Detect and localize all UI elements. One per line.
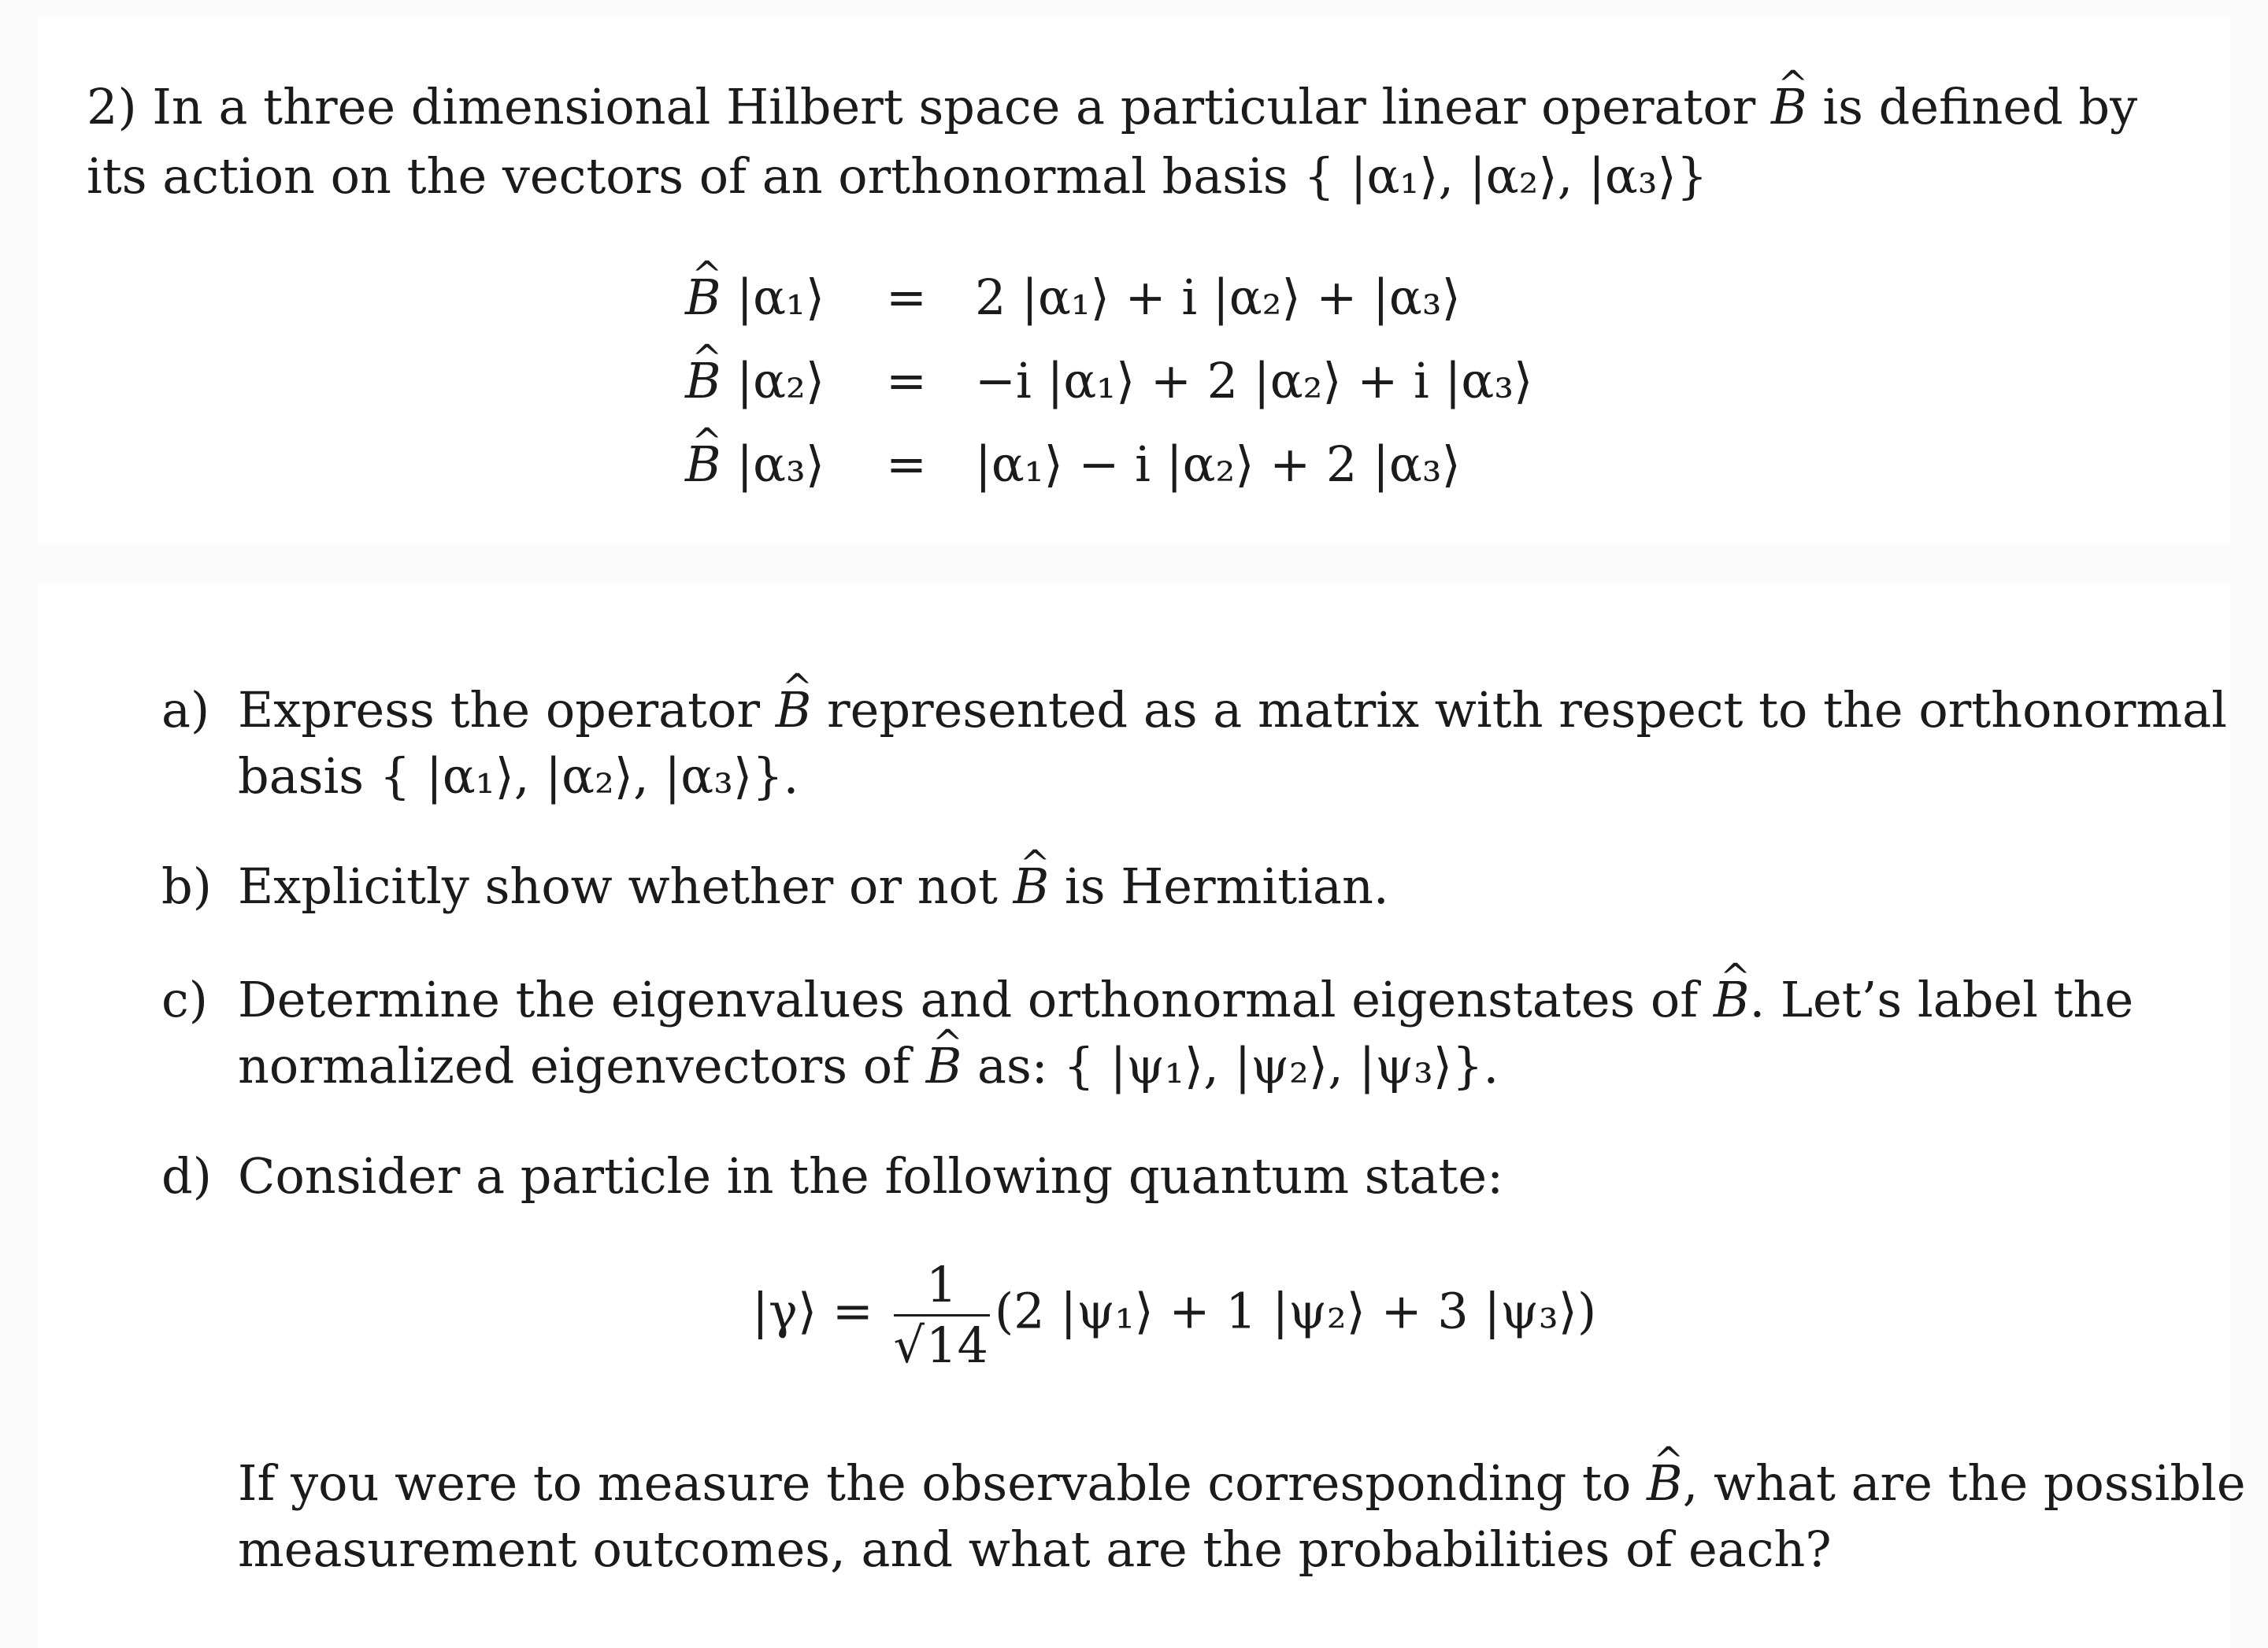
part-d-followup-line-2: measurement outcomes, and what are the probabilities of each? [238, 1520, 1832, 1578]
part-d-line: Consider a particle in the following quantum state: [238, 1147, 1503, 1205]
part-b-line [238, 854, 1389, 920]
part-d-label: d) [161, 1147, 212, 1205]
part-c-line-2 [238, 1033, 1499, 1099]
intro-text: In a three dimensional Hilbert space a particular linear operator [152, 78, 1756, 135]
operator-symbol: ^ B [1714, 967, 1750, 1033]
part-a-line-1 [238, 677, 2227, 743]
equals-sign: = [886, 435, 927, 493]
state-equation [752, 1256, 1596, 1375]
equation-rhs: −i |α₁⟩ + 2 |α₂⟩ + i |α₃⟩ [975, 352, 1533, 409]
operator-symbol: ^ B [1771, 72, 1807, 142]
operator-symbol: ^ B [776, 677, 812, 743]
fraction-numerator: 1 [894, 1256, 990, 1317]
operator-symbol: ^ B [1647, 1450, 1683, 1517]
part-a-label: a) [161, 681, 210, 739]
equation-lhs: |α₃⟩ [736, 435, 825, 493]
sqrt-symbol: √14 [894, 1317, 990, 1375]
part-c-label: c) [161, 971, 208, 1028]
part-c-line-1 [238, 967, 2133, 1033]
part-a-text: Express the operator [238, 681, 761, 739]
problem-number: 2) [87, 78, 137, 135]
operator-symbol: ^ B [685, 433, 721, 496]
operator-symbol: ^ B [926, 1033, 962, 1099]
part-b-text: Explicitly show whether or not [238, 857, 998, 915]
equation-lhs: |α₁⟩ [736, 268, 825, 326]
part-b-text-end: is Hermitian. [1064, 857, 1389, 915]
followup-text-end: , what are the possible [1682, 1454, 2246, 1512]
equation-lhs: |α₂⟩ [736, 352, 825, 409]
problem-intro-line-2: its action on the vectors of an orthonormal basis { |α₁⟩, |α₂⟩, |α₃⟩} [87, 147, 1708, 205]
part-a-text-end: represented as a matrix with respect to the orthonormal [827, 681, 2227, 739]
problem-intro-line-1 [87, 72, 2137, 142]
part-c-text: normalized eigenvectors of [238, 1037, 911, 1094]
operator-symbol: ^ B [685, 350, 721, 413]
part-c-text: Determine the eigenvalues and orthonormal eigenstates of [238, 971, 1699, 1028]
equals-sign: = [886, 268, 927, 326]
part-a-line-2: basis { |α₁⟩, |α₂⟩, |α₃⟩}. [238, 747, 799, 805]
equals-sign: = [886, 352, 927, 409]
part-c-text-end: as: { |ψ₁⟩, |ψ₂⟩, |ψ₃⟩}. [977, 1037, 1499, 1094]
equation-rhs: |α₁⟩ − i |α₂⟩ + 2 |α₃⟩ [975, 435, 1461, 493]
normalization-fraction [894, 1256, 990, 1375]
state-rhs: (2 |ψ₁⟩ + 1 |ψ₂⟩ + 3 |ψ₃⟩) [994, 1282, 1597, 1340]
operator-symbol: ^ B [685, 266, 721, 329]
part-b-label: b) [161, 857, 212, 915]
state-lhs: |γ⟩ = [752, 1282, 873, 1340]
equation-rhs: 2 |α₁⟩ + i |α₂⟩ + |α₃⟩ [975, 268, 1461, 326]
followup-text: If you were to measure the observable corresponding to [238, 1454, 1632, 1512]
part-d-followup-line-1 [238, 1450, 2246, 1517]
operator-symbol: ^ B [1014, 854, 1050, 920]
part-c-text-end: . Let’s label the [1749, 971, 2134, 1028]
intro-text-end: is defined by [1822, 78, 2138, 135]
fraction-denominator: 14 [925, 1314, 990, 1374]
